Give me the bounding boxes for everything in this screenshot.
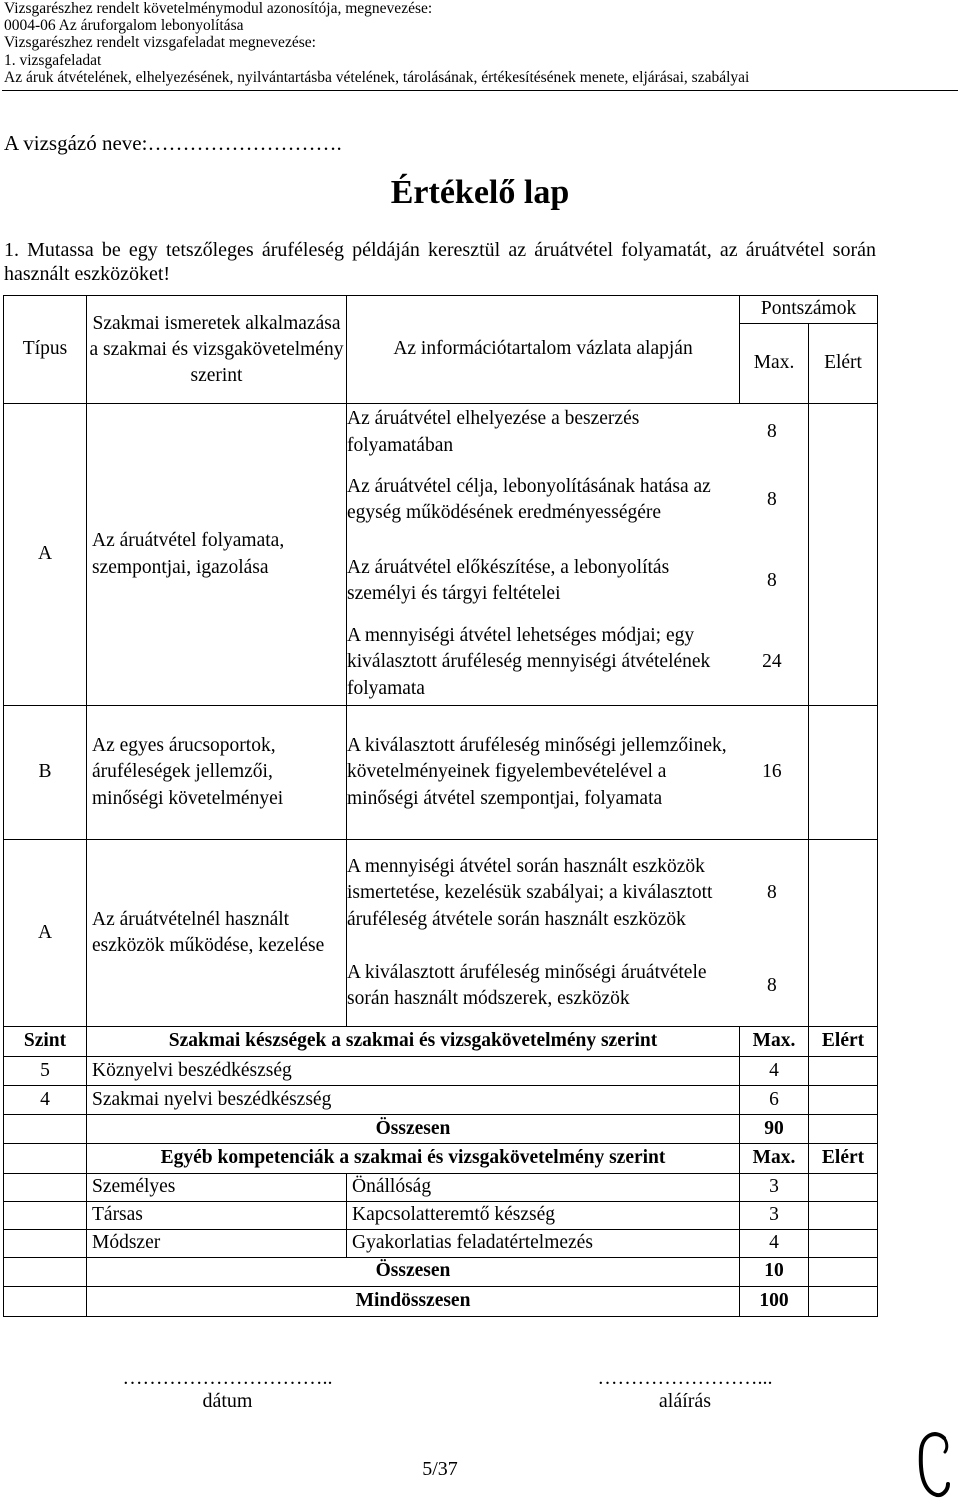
elert-cell[interactable] xyxy=(809,840,878,1027)
competencies-title: Egyéb kompetenciák a szakmai és vizsgakövetelmény szerint xyxy=(87,1144,740,1174)
skill-max: 6 xyxy=(740,1086,809,1115)
competency-category: Társas xyxy=(87,1202,347,1230)
group-type: A xyxy=(4,840,87,1027)
elert-cell[interactable] xyxy=(809,1086,878,1115)
date-field xyxy=(85,1367,370,1413)
group-items xyxy=(347,406,808,704)
competencies-elert-header: Elért xyxy=(809,1144,878,1174)
item-max: 8 xyxy=(766,569,777,591)
empty-cell xyxy=(4,1229,87,1257)
header-knowledge: Szakmai ismeretek alkalmazása a szakmai és vizsgakövetelmény szerint xyxy=(87,296,347,404)
skills-level-header: Szint xyxy=(4,1027,87,1057)
header-line-3: Vizsgarészhez rendelt vizsgafeladat megnevezése: xyxy=(4,34,316,52)
elert-cell[interactable] xyxy=(809,1257,878,1286)
competency-category: Személyes xyxy=(87,1174,347,1202)
item-text: A mennyiségi átvétel során használt eszközök ismertetése, kezelésük szabályai; a kiválasztott áruféleség átvétele során használt eszközök xyxy=(347,855,713,930)
header-elert: Elért xyxy=(809,324,878,404)
group-knowledge: Az áruátvétel folyamata, szempontjai, igazolása xyxy=(87,404,347,706)
competency-max: 3 xyxy=(740,1174,809,1202)
group-type: A xyxy=(4,404,87,706)
skills-total-label: Összesen xyxy=(87,1115,740,1144)
competency-max: 3 xyxy=(740,1202,809,1230)
item-text: Az áruátvétel elhelyezése a beszerzés folyamatában xyxy=(347,408,640,456)
header-info: Az információtartalom vázlata alapján xyxy=(347,296,740,404)
competencies-total: 10 xyxy=(740,1257,809,1286)
empty-cell xyxy=(4,1202,87,1230)
skill-name: Szakmai nyelvi beszédkészség xyxy=(87,1086,740,1115)
competency-max: 4 xyxy=(740,1229,809,1257)
elert-cell[interactable] xyxy=(809,404,878,706)
skills-elert-header: Elért xyxy=(809,1027,878,1057)
date-label: dátum xyxy=(202,1390,253,1412)
skills-total: 90 xyxy=(740,1115,809,1144)
item-text: A mennyiségi átvétel lehetséges módjai; egy kiválasztott áruféleség mennyiségi átvételének folyamata xyxy=(347,624,711,699)
group-knowledge: Az áruátvételnél használt eszközök működése, kezelése xyxy=(87,840,347,1027)
signature-field xyxy=(540,1367,830,1413)
elert-cell[interactable] xyxy=(809,1229,878,1257)
item-text: Az áruátvétel célja, lebonyolításának hatása az egység működésének eredményességére xyxy=(347,475,711,523)
skill-max: 4 xyxy=(740,1057,809,1086)
empty-cell xyxy=(4,1115,87,1144)
elert-cell[interactable] xyxy=(809,1174,878,1202)
header-line-1: Vizsgarészhez rendelt követelménymodul azonosítója, megnevezése: xyxy=(4,0,433,17)
group-items xyxy=(347,707,808,839)
handwritten-c-logo-icon xyxy=(914,1428,954,1500)
competency-category: Módszer xyxy=(87,1229,347,1257)
item-max: 8 xyxy=(766,974,777,996)
document-header xyxy=(4,0,749,86)
signature-dots: ……………………... xyxy=(597,1367,773,1389)
item-max: 8 xyxy=(766,488,777,510)
competency-name: Önállóság xyxy=(347,1174,740,1202)
header-type: Típus xyxy=(4,296,87,404)
page-title: Értékelő lap xyxy=(390,174,570,211)
group-type: B xyxy=(4,706,87,840)
empty-cell xyxy=(4,1257,87,1286)
header-line-4: 1. vizsgafeladat xyxy=(4,51,102,69)
competency-name: Gyakorlatias feladatértelmezés xyxy=(347,1229,740,1257)
elert-cell[interactable] xyxy=(809,1202,878,1230)
empty-cell xyxy=(4,1174,87,1202)
grand-total-label: Mindösszesen xyxy=(87,1286,740,1316)
competencies-max-header: Max. xyxy=(740,1144,809,1174)
group-knowledge: Az egyes árucsoportok, áruféleségek jellemzői, minőségi követelményei xyxy=(87,706,347,840)
page-number: 5/37 xyxy=(422,1458,458,1480)
item-max: 8 xyxy=(766,421,777,443)
header-line-2: 0004-06 Az áruforgalom lebonyolítása xyxy=(4,17,244,35)
grand-total: 100 xyxy=(740,1286,809,1316)
group-items xyxy=(347,841,808,1026)
item-text: A kiválasztott áruféleség minőségi jellemzőinek, követelményeinek figyelembevételével a minőségi átvétel szempontjai, folyamata xyxy=(347,734,727,809)
item-max: 16 xyxy=(762,761,782,783)
header-points: Pontszámok xyxy=(740,296,878,324)
elert-cell[interactable] xyxy=(809,1286,878,1316)
item-max: 8 xyxy=(766,882,777,904)
empty-cell xyxy=(4,1144,87,1174)
header-max: Max. xyxy=(740,324,809,404)
elert-cell[interactable] xyxy=(809,1115,878,1144)
skill-level: 5 xyxy=(4,1057,87,1086)
elert-cell[interactable] xyxy=(809,706,878,840)
skills-title: Szakmai készségek a szakmai és vizsgakövetelmény szerint xyxy=(87,1027,740,1057)
competencies-total-label: Összesen xyxy=(87,1257,740,1286)
empty-cell xyxy=(4,1286,87,1316)
skill-level: 4 xyxy=(4,1086,87,1115)
evaluation-table xyxy=(3,295,878,1317)
signature-label: aláírás xyxy=(658,1390,712,1412)
header-divider xyxy=(2,90,958,91)
competency-name: Kapcsolatteremtő készség xyxy=(347,1202,740,1230)
skill-name: Köznyelvi beszédkészség xyxy=(87,1057,740,1086)
header-line-5: Az áruk átvételének, elhelyezésének, nyilvántartásba vételének, tárolásának, értékesítésének menete, eljárásai, szabályai xyxy=(4,68,750,86)
item-text: A kiválasztott áruféleség minőségi áruátvétele során használt módszerek, eszközök xyxy=(347,961,707,1009)
task-question: 1. Mutassa be egy tetszőleges áruféleség példáján keresztül az áruátvétel folyamatát, az áruátvétel során használt eszközöket! xyxy=(4,239,876,285)
skills-max-header: Max. xyxy=(740,1027,809,1057)
item-max: 24 xyxy=(762,651,782,673)
candidate-name-field: A vizsgázó neve:………………………. xyxy=(4,131,342,155)
item-text: Az áruátvétel előkészítése, a lebonyolítás személyi és tárgyi feltételei xyxy=(347,556,670,604)
date-dots: ………………………….. xyxy=(122,1367,333,1389)
elert-cell[interactable] xyxy=(809,1057,878,1086)
